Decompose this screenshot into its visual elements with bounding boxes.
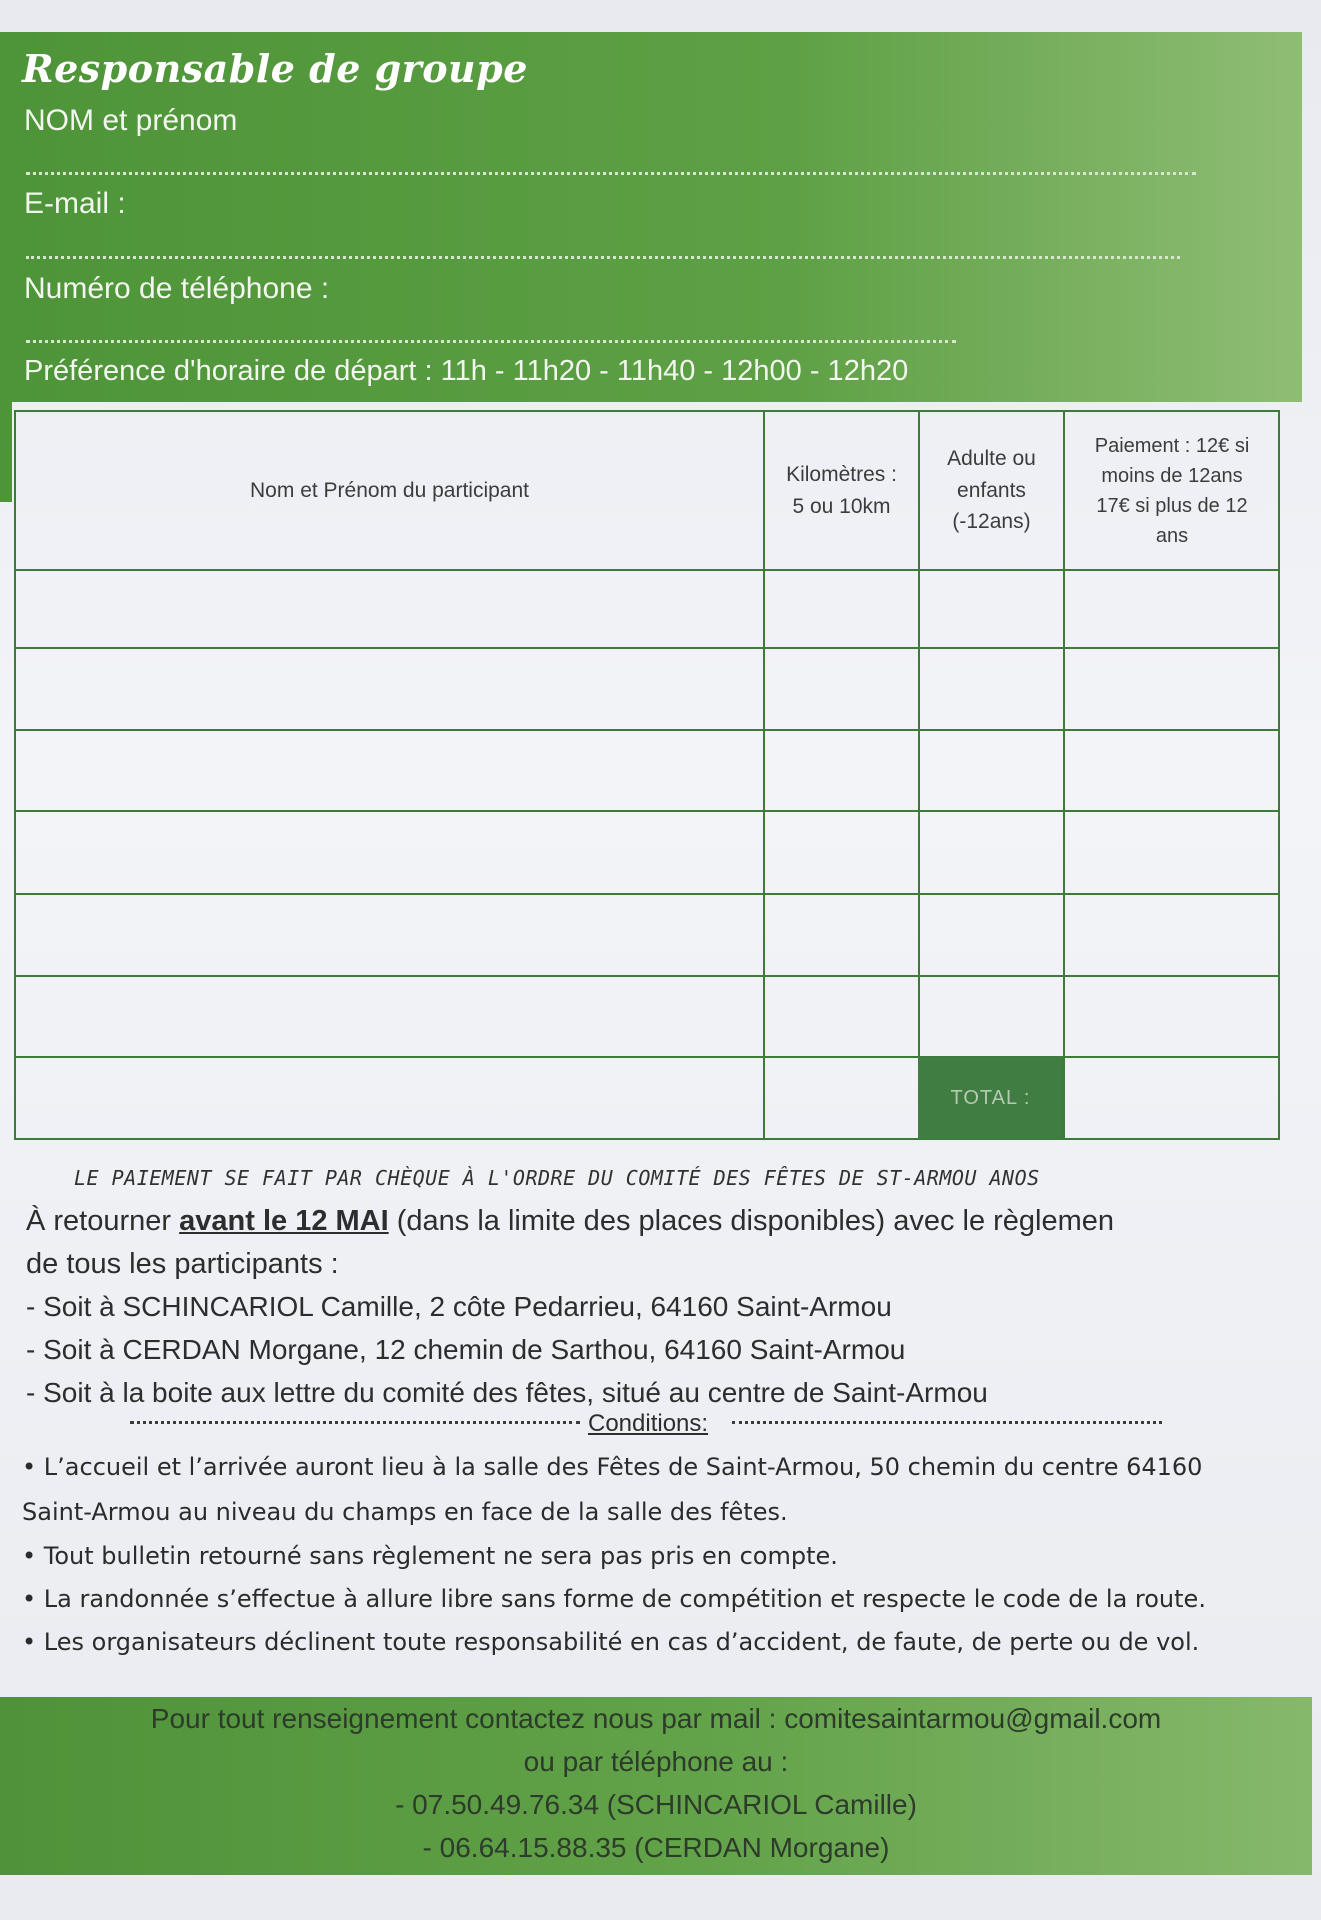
return-line-2: de tous les participants : [26,1248,339,1280]
deadline: avant le 12 MAI [179,1205,389,1237]
column-header-age-group: Adulte ou enfants (-12ans) [947,447,1036,534]
row-divider [16,729,1278,731]
email-field[interactable] [26,256,1180,259]
return-option: - Soit à la boite aux lettre du comité des fêtes, situé au centre de Saint-Armou [26,1377,988,1408]
email-label: E-mail : [24,187,126,220]
return-prefix: À retourner [26,1205,180,1237]
contact-email-line: Pour tout renseignement contactez nous par mail : comitesaintarmou@gmail.com [150,1703,1162,1734]
condition-item: Saint-Armou au niveau du champs en face de la salle des fêtes. [22,1498,788,1526]
row-divider [16,975,1278,977]
dotted-separator [130,1421,580,1424]
dotted-separator [732,1421,1162,1424]
column-header-payment: Paiement : 12€ si moins de 12ans 17€ si plus de 12 ans [1094,434,1250,547]
phone-label: Numéro de téléphone : [24,272,330,305]
return-deadline-line [26,1205,1114,1238]
return-option: - Soit à SCHINCARIOL Camille, 2 côte Pedarrieu, 64160 Saint-Armou [26,1291,892,1322]
section-title: Responsable de groupe [22,46,528,91]
name-label: NOM et prénom [24,104,238,137]
contact-phone: - 07.50.49.76.34 (SCHINCARIOL Camille) [395,1789,917,1820]
row-divider [16,569,1278,571]
departure-preference: Préférence d'horaire de départ : 11h - 11h20 - 11h40 - 12h00 - 12h20 [24,355,909,387]
condition-item: • Les organisateurs déclinent toute responsabilité en cas d’accident, de faute, de perte ou de vol. [22,1628,1200,1656]
contact-phone-intro: ou par téléphone au : [523,1746,789,1777]
payment-note: LE PAIEMENT SE FAIT PAR CHÈQUE À L'ORDRE DU COMITÉ DES FÊTES DE ST-ARMOU ANOS [74,1166,1040,1190]
condition-item: • Tout bulletin retourné sans règlement ne sera pas pris en compte. [22,1542,838,1570]
column-header-participant: Nom et Prénom du participant [250,478,529,502]
row-divider [16,810,1278,812]
contact-phone: - 06.64.15.88.35 (CERDAN Morgane) [422,1832,890,1863]
condition-item: • La randonnée s’effectue à allure libre sans forme de compétition et respecte le code de la route. [22,1585,1206,1613]
conditions-title: Conditions: [588,1410,709,1437]
phone-field[interactable] [26,340,956,343]
participants-table [14,410,1280,1140]
column-header-distance: Kilomètres : 5 ou 10km [786,463,897,518]
row-divider [16,893,1278,895]
row-divider [16,647,1278,649]
group-leader-section [12,32,1302,402]
name-field[interactable] [26,172,1196,175]
return-option: - Soit à CERDAN Morgane, 12 chemin de Sarthou, 64160 Saint-Armou [26,1334,906,1365]
total-cell: TOTAL : [918,1057,1063,1139]
return-suffix: (dans la limite des places disponibles) avec le règlemen [388,1205,1115,1237]
contact-section [0,1697,1312,1875]
row-divider [16,1056,1278,1058]
condition-item: • L’accueil et l’arrivée auront lieu à la salle des Fêtes de Saint-Armou, 50 chemin du centre 64160 [22,1453,1203,1481]
green-left-strip [0,32,12,502]
